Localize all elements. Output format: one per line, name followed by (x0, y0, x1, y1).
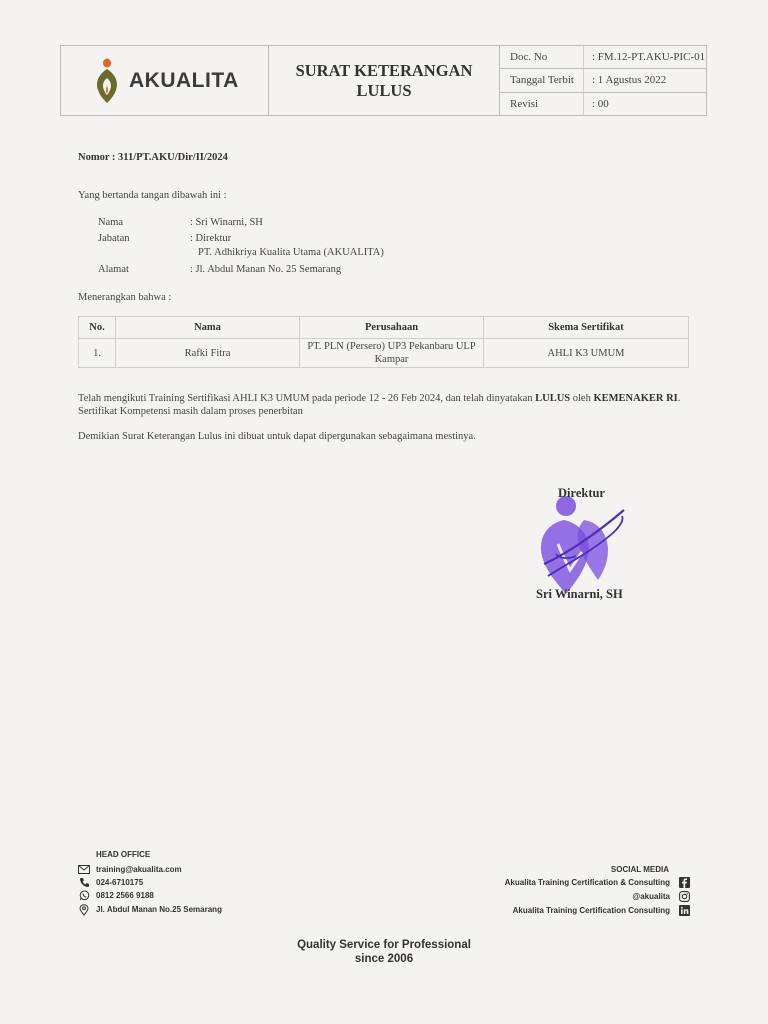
linkedin-text: Akualita Training Certification Consulting (512, 906, 670, 915)
meta-row-doc-no (500, 46, 706, 69)
meta-value: : 00 (592, 97, 609, 110)
statement-paragraph (78, 392, 688, 418)
whatsapp-text: 0812 2566 9188 (96, 891, 154, 900)
jabatan-company: PT. Adhikriya Kualita Utama (AKUALITA) (198, 247, 384, 258)
letter-number: Nomor : 311/PT.AKU/Dir/II/2024 (78, 152, 228, 163)
logo-text: AKUALITA (129, 68, 239, 92)
footer-facebook (505, 877, 690, 888)
nama-value: : Sri Winarni, SH (190, 217, 263, 228)
phone-icon (78, 877, 90, 888)
jabatan-value: : Direktur (190, 233, 232, 244)
statement-ri: RI (666, 393, 678, 404)
document-title (269, 46, 500, 115)
head-office-title: HEAD OFFICE (96, 850, 151, 859)
menerangkan-text: Menerangkan bahwa : (78, 292, 172, 303)
document-header (60, 45, 707, 116)
meta-label: Tanggal Terbit (500, 69, 584, 91)
meta-value: : FM.12-PT.AKU-PIC-01 (592, 51, 706, 64)
email-text: training@akualita.com (96, 865, 182, 874)
cell-perusahaan (300, 339, 484, 368)
footer-whatsapp (78, 890, 154, 901)
tagline-line-2: since 2006 (354, 953, 414, 965)
meta-row-revisi (500, 93, 706, 115)
linkedin-icon (679, 905, 690, 916)
closing-paragraph: Demikian Surat Keterangan Lulus ini dibuat untuk dapat dipergunakan sebagaimana mestinya. (78, 431, 476, 442)
cell-nama: Rafki Fitra (116, 339, 300, 368)
header-skema: Skema Sertifikat (484, 317, 689, 339)
nama-label: Nama (98, 217, 124, 228)
participant-table (78, 316, 689, 368)
alamat-value: : Jl. Abdul Manan No. 25 Semarang (190, 264, 342, 275)
footer-email (78, 864, 182, 875)
phone-text: 024-6710175 (96, 878, 144, 887)
header-nama: Nama (116, 317, 300, 339)
perusahaan-line-2: Kampar (374, 354, 409, 365)
header-no: No. (79, 317, 116, 339)
statement-part-2: oleh (570, 393, 594, 404)
meta-value: : 1 Agustus 2022 (592, 74, 667, 87)
cell-skema: AHLI K3 UMUM (484, 339, 689, 368)
meta-label: Revisi (500, 93, 584, 115)
title-line-2: LULUS (356, 80, 412, 100)
statement-kemenaker: KEMENAKER (593, 393, 664, 404)
instagram-icon (679, 891, 690, 902)
document-meta (500, 46, 706, 115)
title-line-1: SURAT KETERANGAN (295, 60, 473, 80)
alamat-label: Alamat (98, 264, 129, 275)
footer-instagram (632, 891, 690, 902)
footer-linkedin (513, 905, 690, 916)
address-text: Jl. Abdul Manan No.25 Semarang (96, 905, 222, 914)
facebook-text: Akualita Training Certification & Consulting (504, 878, 670, 887)
table-header-row (79, 317, 689, 339)
social-media-title: SOCIAL MEDIA (610, 865, 669, 874)
meta-label: Doc. No (500, 46, 584, 68)
facebook-icon (679, 877, 690, 888)
intro-text: Yang bertanda tangan dibawah ini : (78, 190, 227, 201)
mail-icon (78, 864, 90, 875)
footer-phone (78, 877, 143, 888)
jabatan-label: Jabatan (98, 233, 130, 244)
table-row (79, 339, 689, 368)
whatsapp-icon (78, 890, 90, 901)
instagram-text: @akualita (632, 892, 670, 901)
company-logo (61, 46, 269, 115)
tagline-line-1: Quality Service for Professional (297, 939, 471, 951)
statement-part-3: . Sertifikat Kompetensi masih dalam proses penerbitan (78, 393, 681, 417)
cell-no: 1. (79, 339, 116, 368)
footer-address (78, 904, 222, 915)
statement-lulus: LULUS (535, 393, 571, 404)
meta-row-tanggal-terbit (500, 69, 706, 92)
tagline (0, 938, 768, 966)
perusahaan-line-1: PT. PLN (Persero) UP3 Pekanbaru ULP (307, 341, 476, 352)
location-pin-icon (78, 904, 90, 915)
signature-name: Sri Winarni, SH (536, 587, 623, 601)
akualita-logo-icon (95, 58, 119, 104)
header-perusahaan: Perusahaan (300, 317, 484, 339)
signature-title: Direktur (558, 486, 605, 500)
statement-part-1: Telah mengikuti Training Sertifikasi AHLI K3 UMUM pada periode 12 - 26 Feb 2024, dan telah dinyatakan (78, 393, 536, 404)
